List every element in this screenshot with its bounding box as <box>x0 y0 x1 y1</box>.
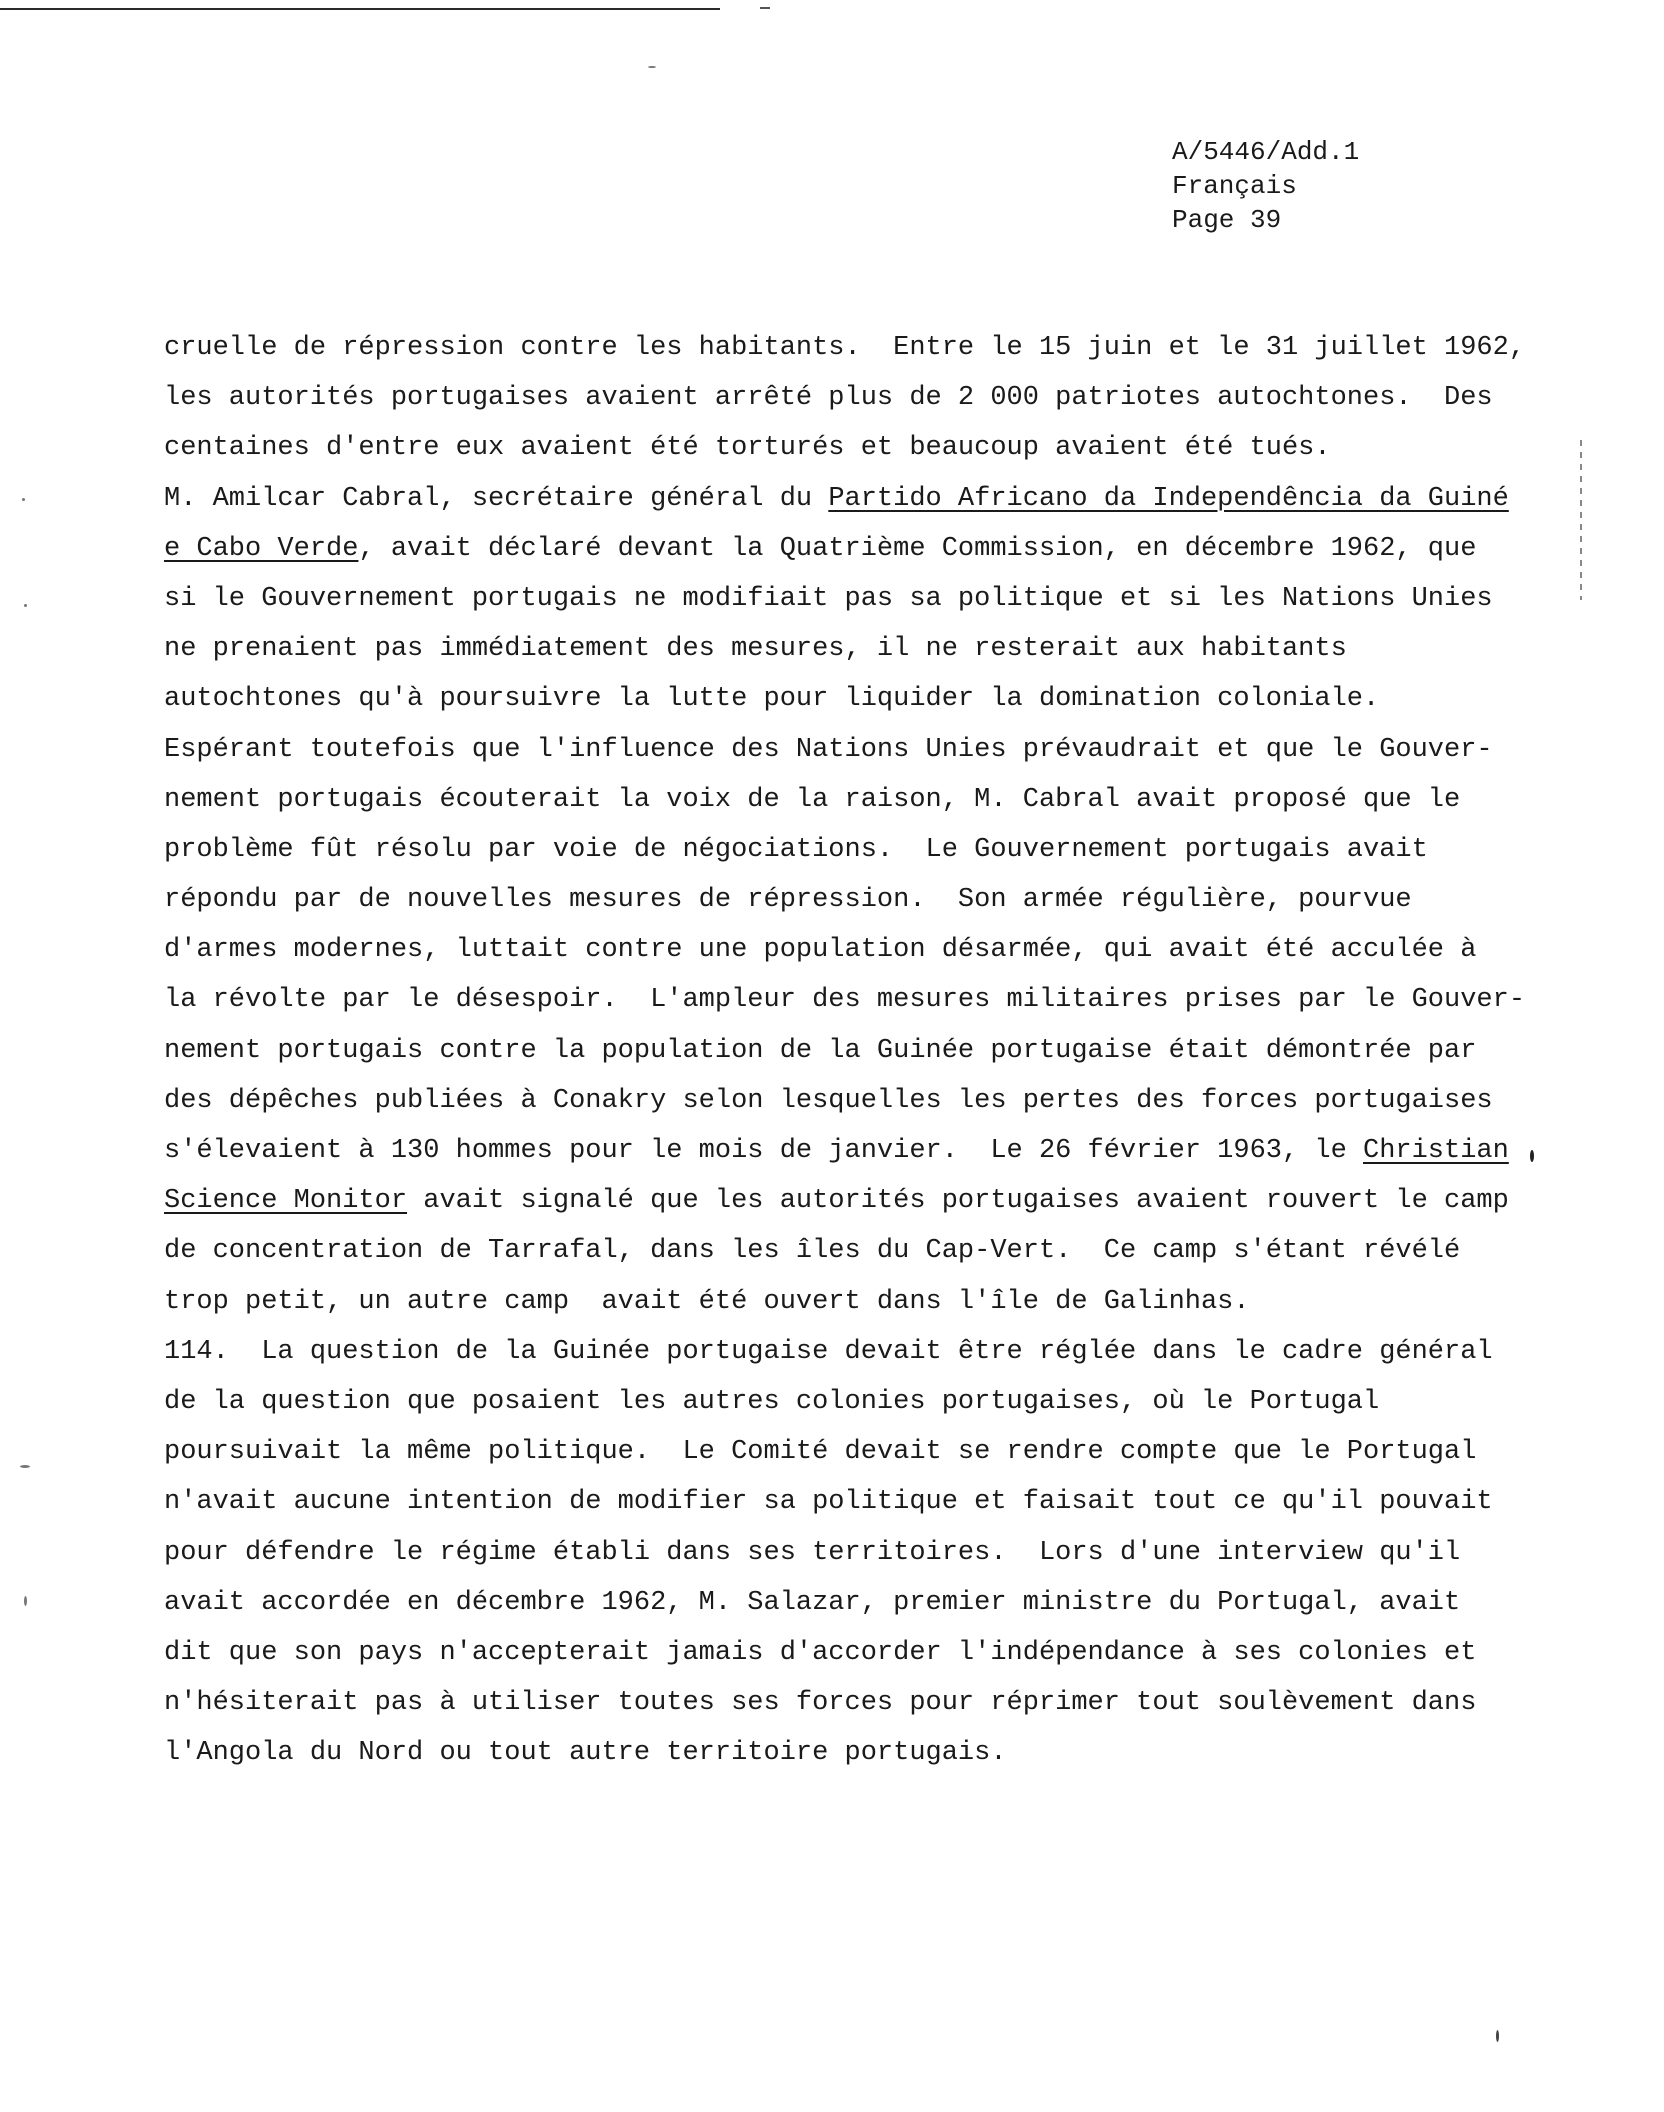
doc-language: Français <box>1172 171 1297 201</box>
text-line <box>164 1176 1584 1226</box>
text-span: , avait déclaré devant la Quatrième Commission, en décembre 1962, que <box>358 533 1477 564</box>
text-line <box>164 1126 1584 1176</box>
text-line: n'hésiterait pas à utiliser toutes ses forces pour réprimer tout soulèvement dans <box>164 1688 1477 1719</box>
margin-dot <box>22 498 25 501</box>
text-line: de concentration de Tarrafal, dans les îles du Cap-Vert. Ce camp s'étant révélé <box>164 1236 1461 1267</box>
text-line: avait accordée en décembre 1962, M. Salazar, premier ministre du Portugal, avait <box>164 1587 1461 1618</box>
text-span: s'élevaient à 130 hommes pour le mois de janvier. Le 26 février 1963, le <box>164 1136 1363 1166</box>
text-line: si le Gouvernement portugais ne modifiait pas sa politique et si les Nations Unies <box>164 583 1493 614</box>
text-line: problème fût résolu par voie de négociations. Le Gouvernement portugais avait <box>164 834 1428 865</box>
text-line: dit que son pays n'accepterait jamais d'accorder l'indépendance à ses colonies et <box>164 1637 1477 1668</box>
text-line: nement portugais contre la population de la Guinée portugaise était démontrée par <box>164 1035 1477 1066</box>
party-name-underlined: Partido Africano da Independência da Guiné <box>828 483 1509 514</box>
page-number: Page 39 <box>1172 205 1282 235</box>
margin-vertical-mark <box>1580 440 1582 600</box>
text-span: M. Amilcar Cabral, secrétaire général du <box>164 483 829 514</box>
text-line: l'Angola du Nord ou tout autre territoire portugais. <box>164 1738 1007 1769</box>
text-line: répondu par de nouvelles mesures de répression. Son armée régulière, pourvue <box>164 885 1412 916</box>
newspaper-name-underlined-cont: Science Monitor <box>164 1186 408 1217</box>
paragraph-114-start: 114. La question de la Guinée portugaise devait être réglée dans le cadre général <box>164 1336 1493 1367</box>
top-rule-fragment <box>760 7 770 9</box>
text-line: autochtones qu'à poursuivre la lutte pour liquider la domination coloniale. <box>164 684 1380 715</box>
party-name-underlined-cont: e Cabo Verde <box>164 533 359 564</box>
text-line: d'armes modernes, luttait contre une population désarmée, qui avait été acculée à <box>164 935 1477 966</box>
text-line: trop petit, un autre camp avait été ouvert dans l'île de Galinhas. <box>164 1286 1250 1317</box>
text-line: de la question que posaient les autres colonies portugaises, où le Portugal <box>164 1386 1380 1417</box>
text-line: pour défendre le régime établi dans ses territoires. Lors d'une interview qu'il <box>164 1537 1461 1568</box>
newspaper-name-underlined: Christian <box>1363 1136 1509 1166</box>
margin-x-mark <box>1530 1150 1534 1162</box>
text-line: Espérant toutefois que l'influence des Nations Unies prévaudrait et que le Gouver- <box>164 734 1493 765</box>
text-line <box>164 524 1584 574</box>
text-line: la révolte par le désespoir. L'ampleur des mesures militaires prises par le Gouver- <box>164 985 1526 1016</box>
text-span: avait signalé que les autorités portugaises avaient rouvert le camp <box>407 1186 1509 1217</box>
text-line: ne prenaient pas immédiatement des mesures, il ne resterait aux habitants <box>164 634 1347 665</box>
text-line: cruelle de répression contre les habitants. Entre le 15 juin et le 31 juillet 1962, <box>164 333 1526 363</box>
text-line: des dépêches publiées à Conakry selon lesquelles les pertes des forces portugaises <box>164 1085 1493 1116</box>
doc-symbol: A/5446/Add.1 <box>1172 137 1360 167</box>
text-line: centaines d'entre eux avaient été torturés et beaucoup avaient été tués. <box>164 433 1331 464</box>
text-line: poursuivait la même politique. Le Comité devait se rendre compte que le Portugal <box>164 1437 1477 1468</box>
scan-speck <box>648 66 656 68</box>
margin-dot <box>24 1596 27 1606</box>
margin-dot <box>24 604 27 607</box>
text-line: nement portugais écouterait la voix de la raison, M. Cabral avait proposé que le <box>164 784 1461 815</box>
text-line: n'avait aucune intention de modifier sa politique et faisait tout ce qu'il pouvait <box>164 1487 1493 1518</box>
document-header <box>1172 135 1359 237</box>
top-rule <box>0 8 720 10</box>
footer-mark <box>1496 2030 1499 2042</box>
text-line: les autorités portugaises avaient arrêté plus de 2 000 patriotes autochtones. Des <box>164 383 1493 414</box>
margin-dot <box>20 1465 30 1468</box>
text-line <box>164 474 1584 524</box>
body-text <box>164 323 1584 1778</box>
